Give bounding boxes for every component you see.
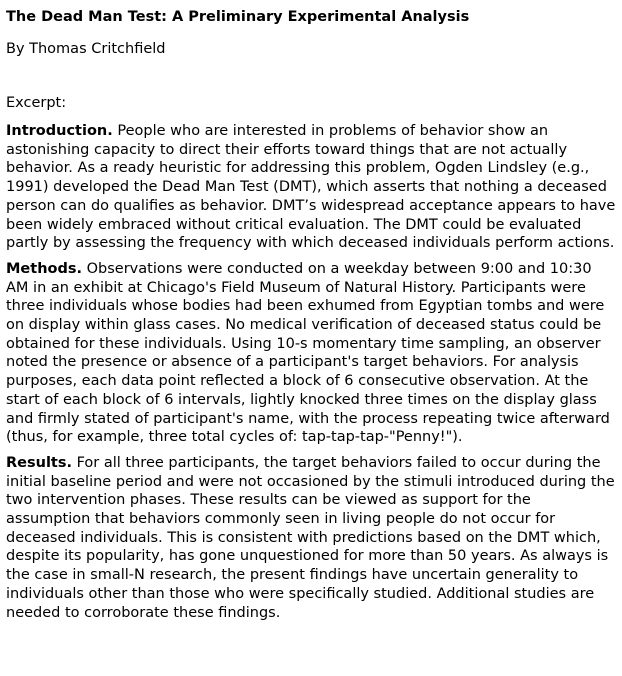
results-heading: Results. bbox=[6, 454, 72, 471]
document-title: The Dead Man Test: A Preliminary Experimental Analysis bbox=[6, 9, 470, 25]
excerpt-label: Excerpt: bbox=[6, 95, 67, 111]
methods-paragraph bbox=[6, 260, 616, 447]
introduction-paragraph bbox=[6, 122, 616, 253]
methods-body: Observations were conducted on a weekday between 9:00 and 10:30 AM in an exhibit at Chicago's Field Museum of Natural History. Participants were three individuals whose bodies had been exhumed from Egyptian tombs and were on display within glass cases. No medical verification of deceased status could be obtained for these individuals. Using 10-s momentary time sampling, an observer noted the presence or absence of a participant's target behaviors. For analysis purposes, each data point reflected a block of 6 consecutive observation. At the start of each block of 6 intervals, lightly knocked three times on the display glass and firmly stated of participant's name, with the process repeating twice afterward (thus, for example, three total cycles of: tap-tap-tap-"Penny!"). bbox=[6, 260, 610, 446]
results-paragraph bbox=[6, 454, 616, 622]
introduction-heading: Introduction. bbox=[6, 123, 113, 139]
methods-heading: Methods. bbox=[6, 260, 82, 277]
introduction-body: People who are interested in problems of behavior show an astonishing capacity to direct their efforts toward things that are not actually behavior. As a ready heuristic for addressing this problem, Ogden Lindsley (e.g., 1991) developed the Dead Man Test (DMT), which asserts that nothing a deceased person can do qualifies as behavior. DMT’s widespread acceptance appears to have been widely embraced without critical evaluation. The DMT could be evaluated partly by assessing the frequency with which deceased individuals perform actions. bbox=[6, 123, 616, 252]
author-byline: By Thomas Critchfield bbox=[6, 41, 166, 57]
results-body: For all three participants, the target behaviors failed to occur during the initial baseline period and were not occasioned by the stimuli introduced during the two intervention phases. These results can be viewed as support for the assumption that behaviors commonly seen in living people do not occur for deceased individuals. This is consistent with predictions based on the DMT which, despite its popularity, has gone unquestioned for more than 50 years. As always is the case in small-N research, the present findings have uncertain generality to individuals other than those who were specifically studied. Additional studies are needed to corroborate these findings. bbox=[6, 454, 615, 621]
